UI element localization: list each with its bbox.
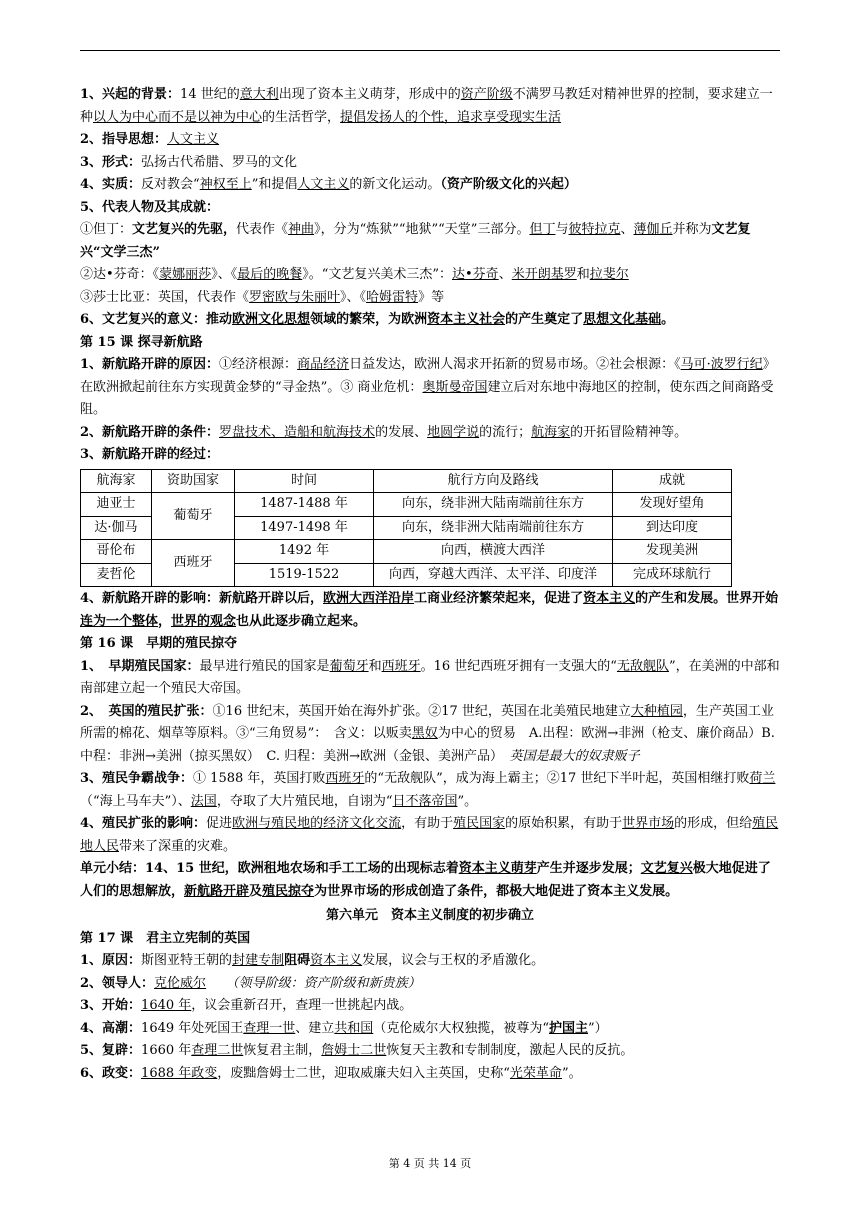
table-cell: 发现美洲 [613,540,732,564]
unit-6-title: 第六单元 资本主义制度的初步确立 [325,908,534,923]
table-cell: 1492 年 [235,540,374,564]
page-footer: 第 4 页 共 14 页 [388,1157,472,1170]
table-header: 航海家 [81,469,152,493]
table-cell: 向东，绕非洲大陆南端前往东方 [374,516,613,540]
header-rule [80,50,780,51]
table-cell: 1497-1498 年 [235,516,374,540]
table-cell: 向西，横渡大西洋 [374,540,613,564]
para-route-impact: 4、新航路开辟的影响：新航路开辟以后，欧洲大西洋沿岸工商业经济繁荣起来，促进了资本主义的产生和发展。世界开始连为一个整体，世界的观念也从此逐步确立起来。 [80,591,779,629]
para-shakespeare: ③莎士比亚：英国，代表作《罗密欧与朱丽叶》、《哈姆雷特》等 [80,289,445,305]
para-davinci: ②达•芬奇：《蒙娜丽莎》、《最后的晚餐》。“文艺复兴美术三杰”：达•芬奇、米开朗基罗和拉斐尔 [80,267,629,282]
table-cell: 西班牙 [152,540,235,587]
table-cell: 1519-1522 [235,563,374,587]
table-cell: 到达印度 [613,516,732,540]
table-cell: 葡萄牙 [152,493,235,540]
document-body [80,84,780,1085]
para-route-process: 3、新航路开辟的经过： [80,447,220,462]
table-cell: 达·伽马 [81,516,152,540]
table-cell: 向东，绕非洲大陆南端前往东方 [374,493,613,517]
para-form: 3、形式：弘扬古代希腊、罗马的文化 [80,154,298,170]
table-cell: 发现好望角 [613,493,732,517]
para-figures-heading: 5、代表人物及其成就： [80,199,220,215]
lesson-16-heading: 第 16 课 早期的殖民掠夺 [80,636,238,651]
table-cell: 1487-1488 年 [235,493,374,517]
para-climax: 4、高潮：1649 年处死国王查理一世、建立共和国（克伦威尔大权独揽，被尊为“护国主”） [80,1020,608,1036]
para-cause: 1、原因：斯图亚特王朝的封建专制阻碍资本主义发展，议会与王权的矛盾激化。 [80,953,545,968]
para-route-causes: 1、新航路开辟的原因：①经济根源：商品经济日益发达，欧洲人渴求开拓新的贸易市场。②社会根源：《马可·波罗行纪》在欧洲掀起前往东方实现黄金梦的“寻金热”。③ 商业危机：奥斯曼帝国建立后对东地中海地区的控制，使东西之间商路受阻。 [80,357,776,417]
para-colonial-wars: 3、殖民争霸战争：① 1588 年，英国打败西班牙的“无敌舰队”，成为海上霸主；②17 世纪下半叶起，英国相继打败荷兰（“海上马车夫”）、法国，夺取了大片殖民地，自诩为“日不落帝国”。 [80,771,776,809]
table-row [81,540,732,564]
para-route-conditions: 2、新航路开辟的条件：罗盘技术、造船和航海技术的发展、地圆学说的流行；航海家的开拓冒险精神等。 [80,424,688,440]
table-cell: 向西，穿越大西洋、太平洋、印度洋 [374,563,613,587]
table-cell: 迪亚士 [81,493,152,517]
table-cell: 麦哲伦 [81,563,152,587]
table-row [81,493,732,517]
voyages-table [80,469,732,588]
para-dante: ①但丁：文艺复兴的先驱，代表作《神曲》，分为“炼狱”“地狱”“天堂”三部分。但丁与彼特拉克、薄伽丘并称为文艺复兴“文学三杰” [80,222,751,260]
table-header-row [81,469,732,493]
para-colonial-impact: 4、殖民扩张的影响：促进欧洲与殖民地的经济文化交流，有助于殖民国家的原始积累，有助于世界市场的形成，但给殖民地人民带来了深重的灾难。 [80,816,779,854]
lesson-15-heading: 第 15 课 探寻新航路 [80,334,203,350]
table-cell: 完成环球航行 [613,563,732,587]
para-coup: 6、政变：1688 年政变，废黜詹姆士二世，迎取威廉夫妇入主英国，史称“光荣革命”。 [80,1065,582,1081]
para-guiding-thought: 2、指导思想：人文主义 [80,132,220,147]
para-background: 1、兴起的背景：14 世纪的意大利出现了资本主义萌芽，形成中的资产阶级不满罗马教廷对精神世界的控制，要求建立一种以人为中心而不是以神为中心的生活哲学，提倡发扬人的个性，追求享受现实生活 [80,87,773,125]
para-early-colonial: 1、 早期殖民国家：最早进行殖民的国家是葡萄牙和西班牙。16 世纪西班牙拥有一支强大的“无敌舰队”，在美洲的中部和南部建立起一个殖民大帝国。 [80,658,780,696]
table-cell: 哥伦布 [81,540,152,564]
para-british-expansion: 2、 英国的殖民扩张：①16 世纪末，英国开始在海外扩张。②17 世纪，英国在北美殖民地建立大种植园，生产英国工业所需的棉花、烟草等原料。③“三角贸易”： 含义：以贩卖黑奴为中心的贸易 A.出程：欧洲→非洲（枪支、廉价商品）B. 中程：非洲→美洲（掠买黑奴） C. 归程：美洲→欧洲（金银、美洲产品） 英国是最大的奴隶贩子 [80,703,775,764]
para-leader: 2、领导人：克伦威尔 （领导阶级：资产阶级和新贵族） [80,975,421,991]
table-header: 成就 [613,469,732,493]
lesson-17-heading: 第 17 课 君主立宪制的英国 [80,930,251,946]
para-start: 3、开始：1640 年，议会重新召开，查理一世挑起内战。 [80,998,413,1013]
table-header: 时间 [235,469,374,493]
para-significance: 6、文艺复兴的意义：推动欧洲文化思想领域的繁荣，为欧洲资本主义社会的产生奠定了思想文化基础。 [80,312,675,327]
para-restoration: 5、复辟：1660 年查理二世恢复君主制，詹姆士二世恢复天主教和专制制度，激起人民的反抗。 [80,1043,634,1058]
table-header: 资助国家 [152,469,235,493]
para-unit-summary: 单元小结：14、15 世纪，欧洲租地农场和手工工场的出现标志着资本主义萌芽产生并逐步发展；文艺复兴极大地促进了人们的思想解放，新航路开辟及殖民掠夺为世界市场的形成创造了条件，都极大地促进了资本主义发展。 [80,861,771,899]
table-header: 航行方向及路线 [374,469,613,493]
para-essence: 4、实质：反对教会“神权至上”和提倡人文主义的新文化运动。（资产阶级文化的兴起） [80,177,577,192]
